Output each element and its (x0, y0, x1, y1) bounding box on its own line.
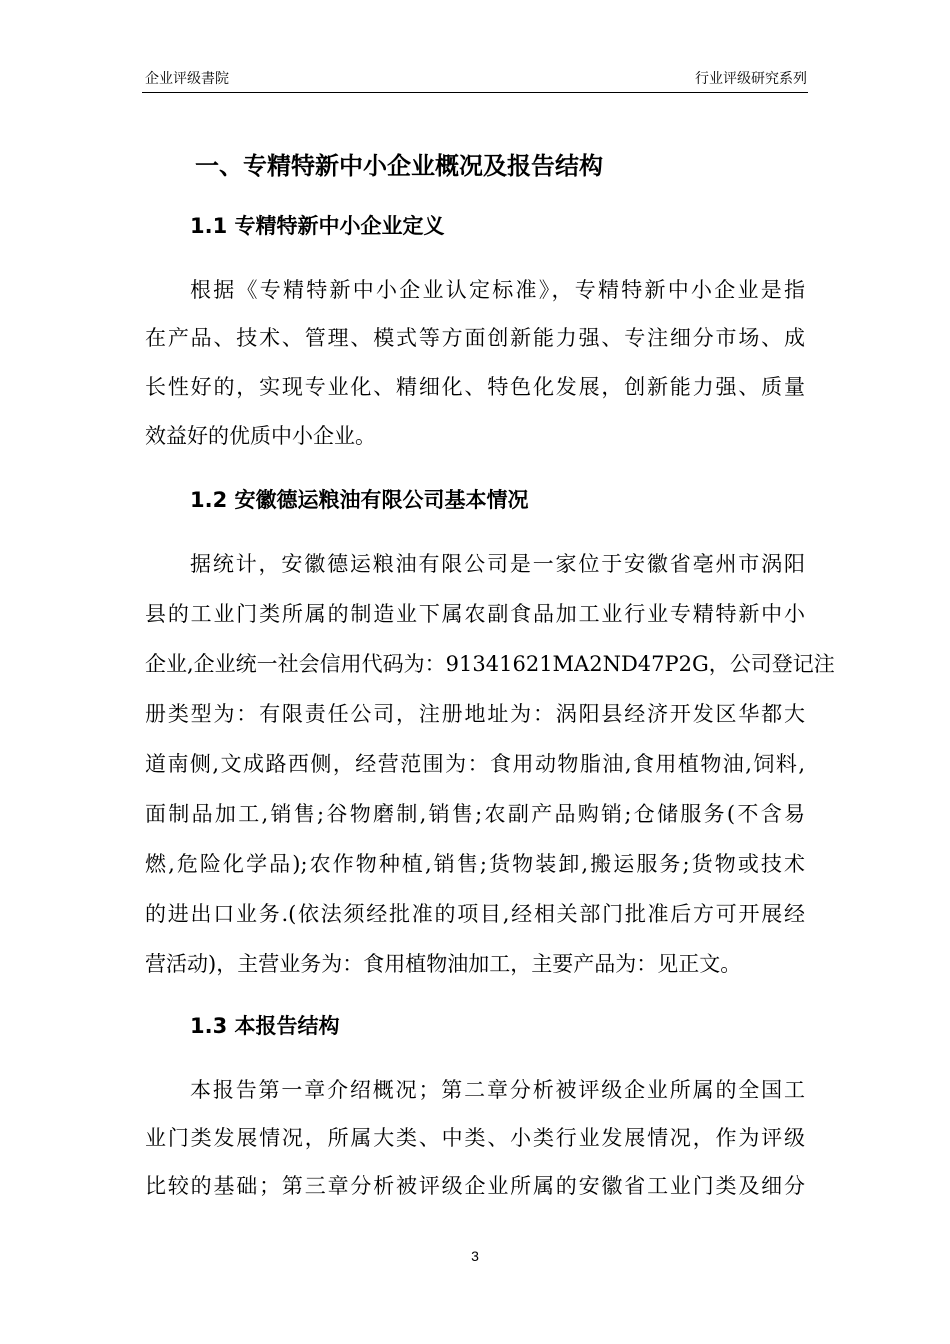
paragraph-line: 燃,危险化学品);农作物种植,销售;货物装卸,搬运服务;货物或技术 (145, 852, 805, 876)
header-divider (142, 92, 808, 93)
paragraph-line: 在产品、技术、管理、模式等方面创新能力强、专注细分市场、成 (145, 326, 805, 350)
paragraph-line: 面制品加工,销售;谷物磨制,销售;农副产品购销;仓储服务(不含易 (145, 802, 805, 826)
header-right: 行业评级研究系列 (695, 71, 807, 87)
paragraph-line: 道南侧,文成路西侧，经营范围为：食用动物脂油,食用植物油,饲料, (145, 752, 805, 776)
section-heading: 1.2 安徽德运粮油有限公司基本情况 (190, 488, 529, 512)
paragraph-line: 长性好的，实现专业化、精细化、特色化发展，创新能力强、质量 (145, 375, 805, 399)
section-heading: 1.1 专精特新中小企业定义 (190, 214, 445, 238)
paragraph-line: 的进出口业务.(依法须经批准的项目,经相关部门批准后方可开展经 (145, 902, 805, 926)
paragraph-line: 根据《专精特新中小企业认定标准》，专精特新中小企业是指 (190, 278, 805, 302)
chapter-title: 一、专精特新中小企业概况及报告结构 (195, 152, 603, 180)
section-heading: 1.3 本报告结构 (190, 1014, 340, 1038)
paragraph-line: 据统计，安徽德运粮油有限公司是一家位于安徽省亳州市涡阳 (190, 552, 805, 576)
paragraph-line: 业门类发展情况，所属大类、中类、小类行业发展情况，作为评级 (145, 1126, 805, 1150)
page-number: 3 (471, 1248, 479, 1264)
paragraph-line: 效益好的优质中小企业。 (145, 424, 376, 448)
paragraph-line: 比较的基础；第三章分析被评级企业所属的安徽省工业门类及细分 (145, 1174, 805, 1198)
paragraph-line: 县的工业门类所属的制造业下属农副食品加工业行业专精特新中小 (145, 602, 805, 626)
paragraph-line: 企业,企业统一社会信用代码为：91341621MA2ND47P2G，公司登记注 (145, 652, 835, 676)
paragraph-line: 本报告第一章介绍概况；第二章分析被评级企业所属的全国工 (190, 1078, 805, 1102)
paragraph-line: 营活动)，主营业务为：食用植物油加工，主要产品为：见正文。 (145, 952, 742, 976)
paragraph-line: 册类型为：有限责任公司，注册地址为：涡阳县经济开发区华都大 (145, 702, 805, 726)
header-left: 企业评级書院 (145, 71, 229, 87)
